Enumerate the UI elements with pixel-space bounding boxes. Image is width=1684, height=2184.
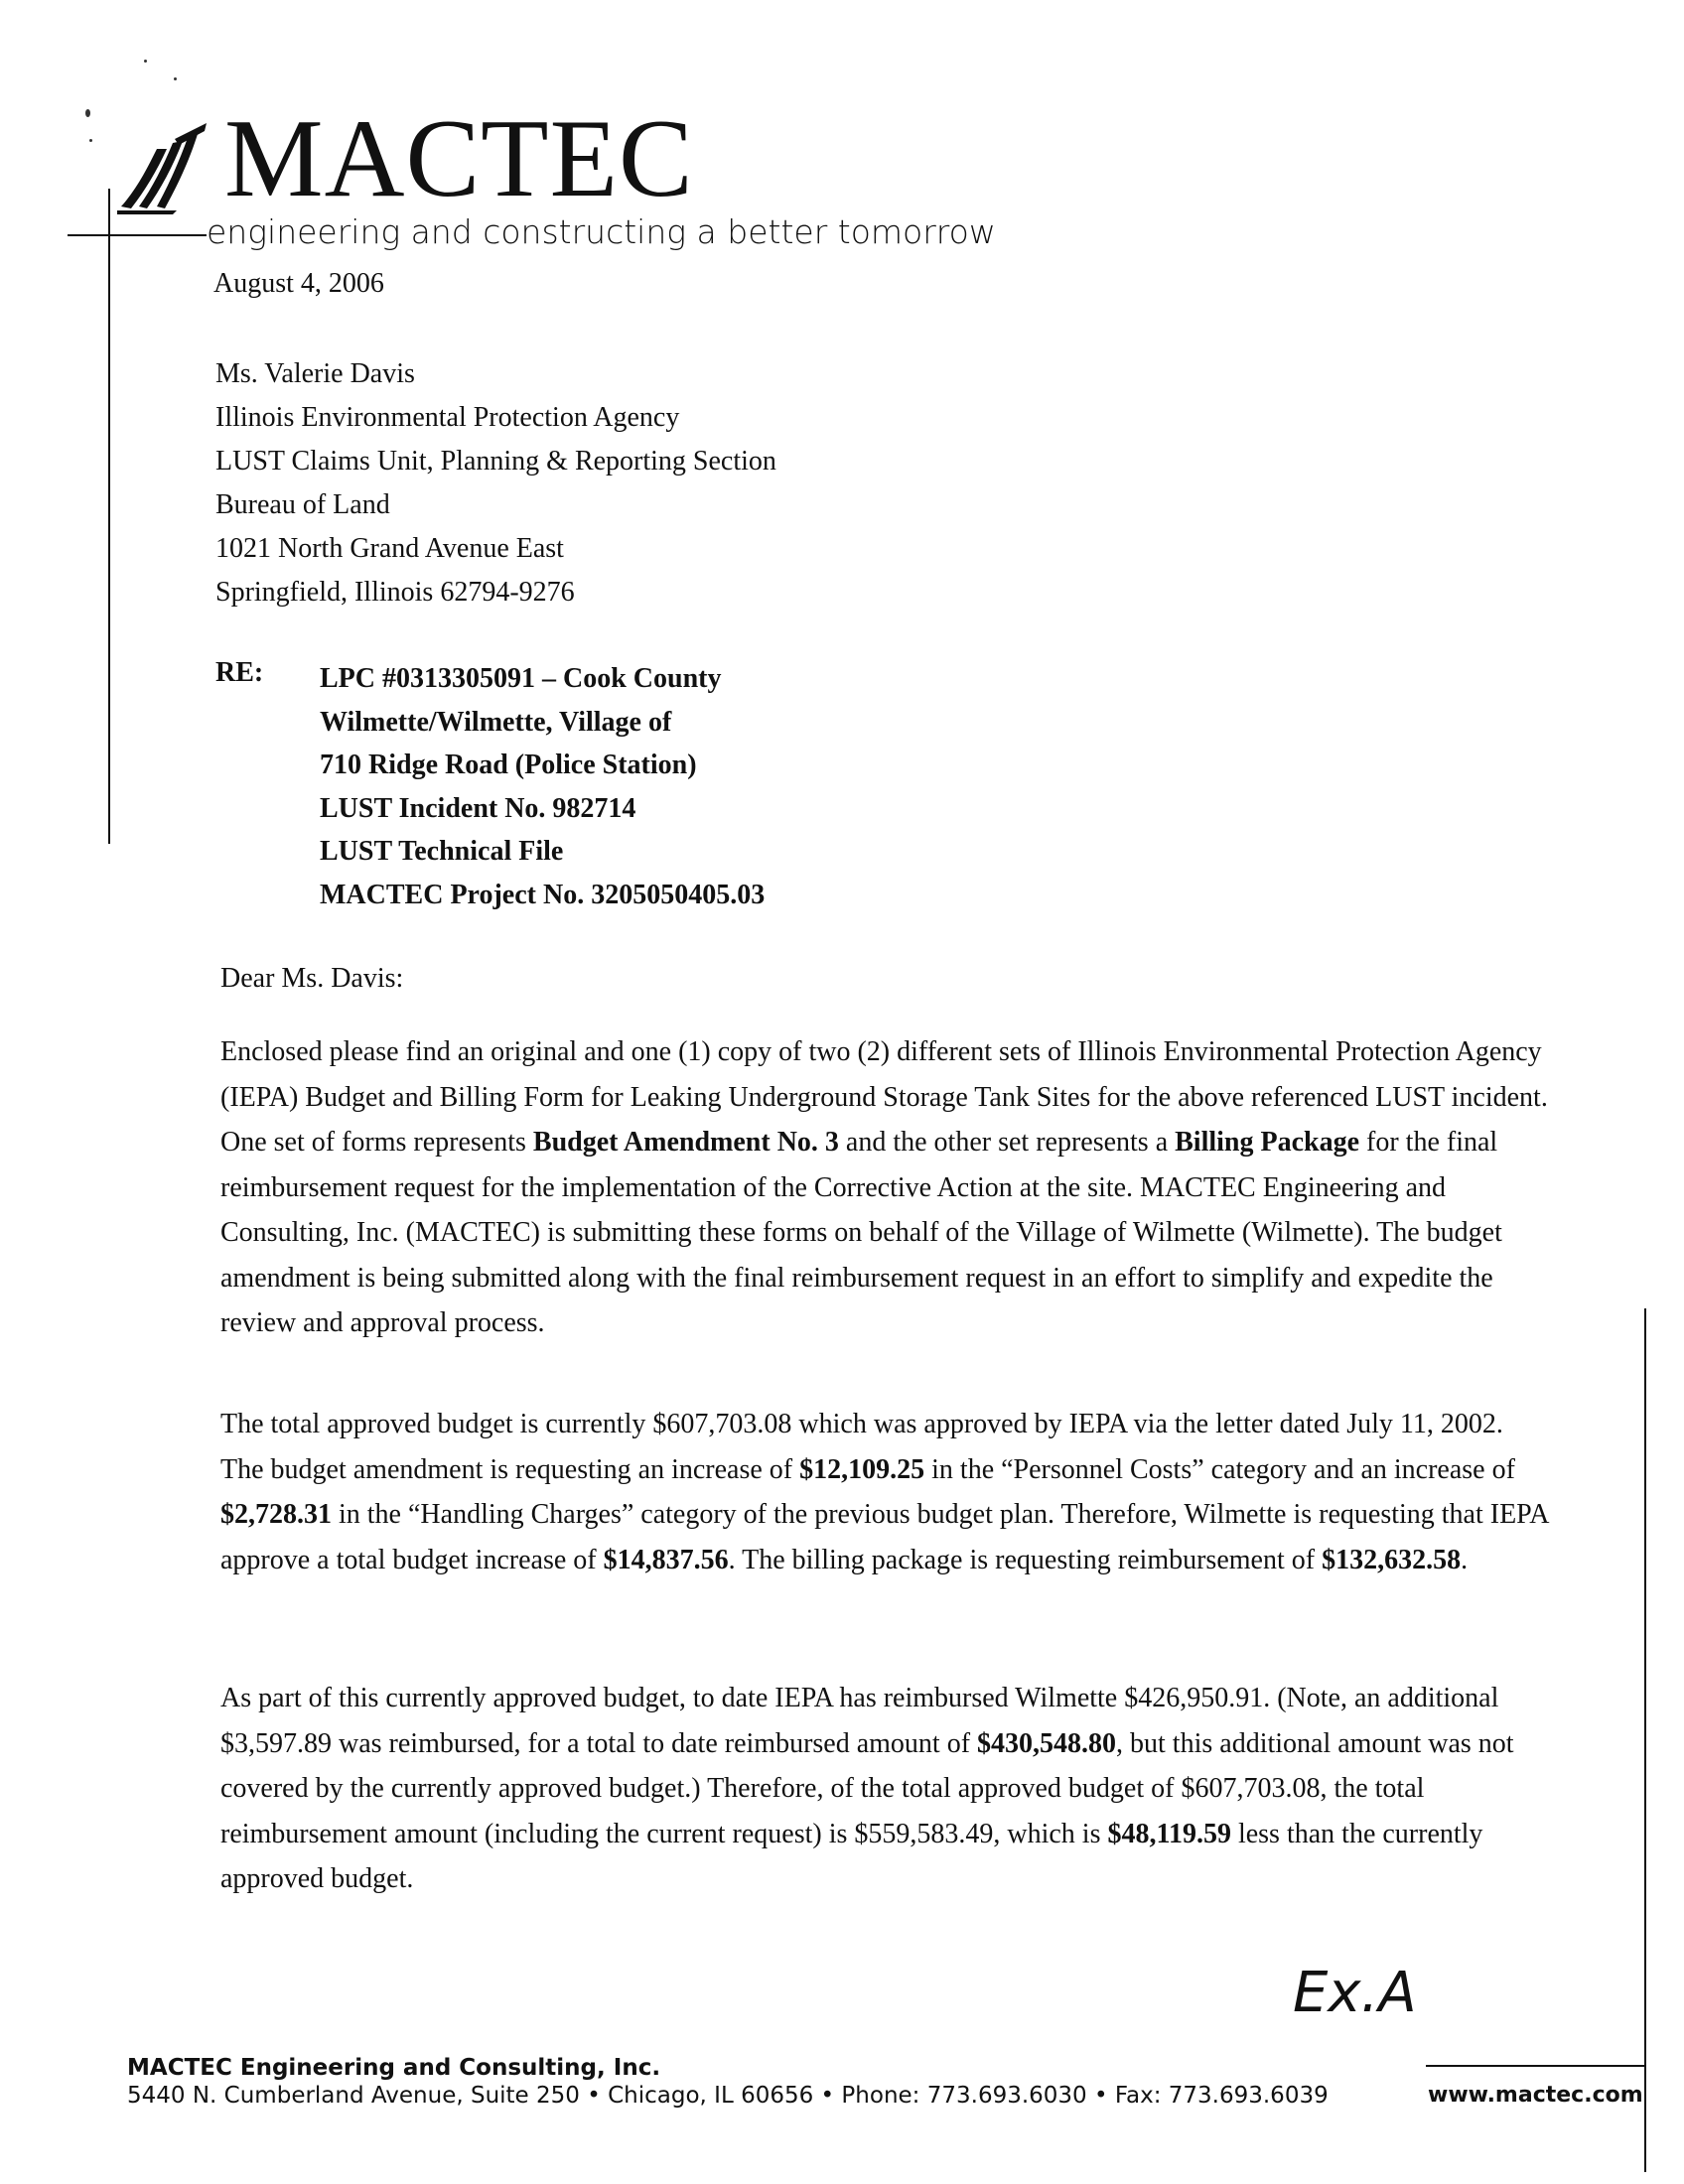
paragraph-text: and the other set represents a <box>838 1127 1176 1158</box>
bold-text: $2,728.31 <box>220 1499 332 1530</box>
paragraph-text: Enclosed please find an original and one (1) copy of two (2) different sets of Illinois Environmental Protection Agency (IEPA) Budget and Billing Form for Leaking Underground Storage Tank Sites for the above referenced LUST incident. One set of forms represents <box>220 1036 1548 1158</box>
paragraph-text: . <box>1461 1544 1469 1575</box>
re-subject <box>320 657 765 916</box>
body-paragraph <box>220 1676 1551 1902</box>
paragraph-text: in the “Handling Charges” category of the previous budget plan. Therefore, Wilmette is requesting that IEPA approve a total budget increase of <box>220 1499 1548 1575</box>
bold-text: $14,837.56 <box>603 1544 729 1575</box>
bold-text: $48,119.59 <box>1107 1818 1231 1849</box>
bold-text: Budget Amendment No. 3 <box>532 1127 839 1158</box>
salutation: Dear Ms. Davis: <box>220 963 404 994</box>
paragraph-text: , but this additional amount was not covered by the currently approved budget.) Therefore, of the total approved budget of $607,703.08, the total reimbursement amount (including the current request) is $559,583.49, which is <box>220 1727 1514 1849</box>
scan-speck <box>85 109 90 117</box>
body-paragraph <box>220 1029 1551 1346</box>
paragraph-text: in the “Personnel Costs” category and an increase of <box>924 1453 1515 1485</box>
bold-text: Billing Package <box>1175 1127 1360 1158</box>
re-line: LUST Incident No. 982714 <box>320 792 636 824</box>
recipient-address <box>215 352 776 614</box>
recipient-street: 1021 North Grand Avenue East <box>215 533 564 564</box>
recipient-agency: Illinois Environmental Protection Agency <box>215 402 680 433</box>
mactec-logo-icon <box>117 119 209 214</box>
recipient-bureau: Bureau of Land <box>215 489 390 520</box>
paragraph-text: As part of this currently approved budget, to date IEPA has reimbursed Wilmette $426,950.91. (Note, an additional $3,597.89 was reimbursed, for a total to date reimbursed amount of <box>220 1683 1499 1759</box>
scan-speck <box>89 139 92 142</box>
re-line: MACTEC Project No. 3205050405.03 <box>320 879 766 910</box>
footer-website: www.mactec.com <box>1428 2083 1643 2108</box>
scan-speck <box>144 60 147 63</box>
tagline: engineering and constructing a better tomorrow <box>207 212 996 251</box>
letter-date: August 4, 2006 <box>213 268 384 299</box>
scan-speck <box>174 77 177 80</box>
paragraph-text: The total approved budget is currently $607,703.08 which was approved by IEPA via the letter dated July 11, 2002. The budget amendment is requesting an increase of <box>220 1409 1503 1485</box>
left-margin-rule <box>108 189 110 844</box>
paragraph-text: less than the currently approved budget. <box>220 1818 1483 1894</box>
exhibit-mark: Ex.A <box>1293 1961 1417 2025</box>
letterhead-rule <box>68 234 207 236</box>
right-margin-rule <box>1644 1308 1646 2172</box>
bold-text: $430,548.80 <box>977 1727 1117 1759</box>
recipient-city: Springfield, Illinois 62794-9276 <box>215 577 575 608</box>
re-line: LPC #0313305091 – Cook County <box>320 663 722 694</box>
paragraph-text: for the final reimbursement request for the implementation of the Corrective Action at the site. MACTEC Engineering and Consulting, Inc. (MACTEC) is submitting these forms on behalf of the Village of Wilmette (Wilmette). The budget amendment is being submitted along with the final reimbursement request in an effort to simplify and expedite the review and approval process. <box>220 1127 1502 1338</box>
bold-text: $132,632.58 <box>1322 1544 1462 1575</box>
re-label: RE: <box>215 657 264 688</box>
footer-company: MACTEC Engineering and Consulting, Inc. <box>127 2055 661 2081</box>
paragraph-text: . The billing package is requesting reimbursement of <box>728 1544 1323 1575</box>
bold-text: $12,109.25 <box>799 1453 925 1485</box>
re-line: Wilmette/Wilmette, Village of <box>320 706 672 738</box>
recipient-unit: LUST Claims Unit, Planning & Reporting Section <box>215 446 776 477</box>
re-line: 710 Ridge Road (Police Station) <box>320 750 697 780</box>
body-paragraph <box>220 1402 1551 1582</box>
re-line: LUST Technical File <box>320 836 564 867</box>
recipient-name: Ms. Valerie Davis <box>215 358 415 389</box>
footer-rule <box>1426 2065 1646 2067</box>
footer-address: 5440 N. Cumberland Avenue, Suite 250 • Chicago, IL 60656 • Phone: 773.693.6030 • Fax: 773.693.6039 <box>127 2083 1329 2109</box>
company-name: MACTEC <box>224 97 694 220</box>
